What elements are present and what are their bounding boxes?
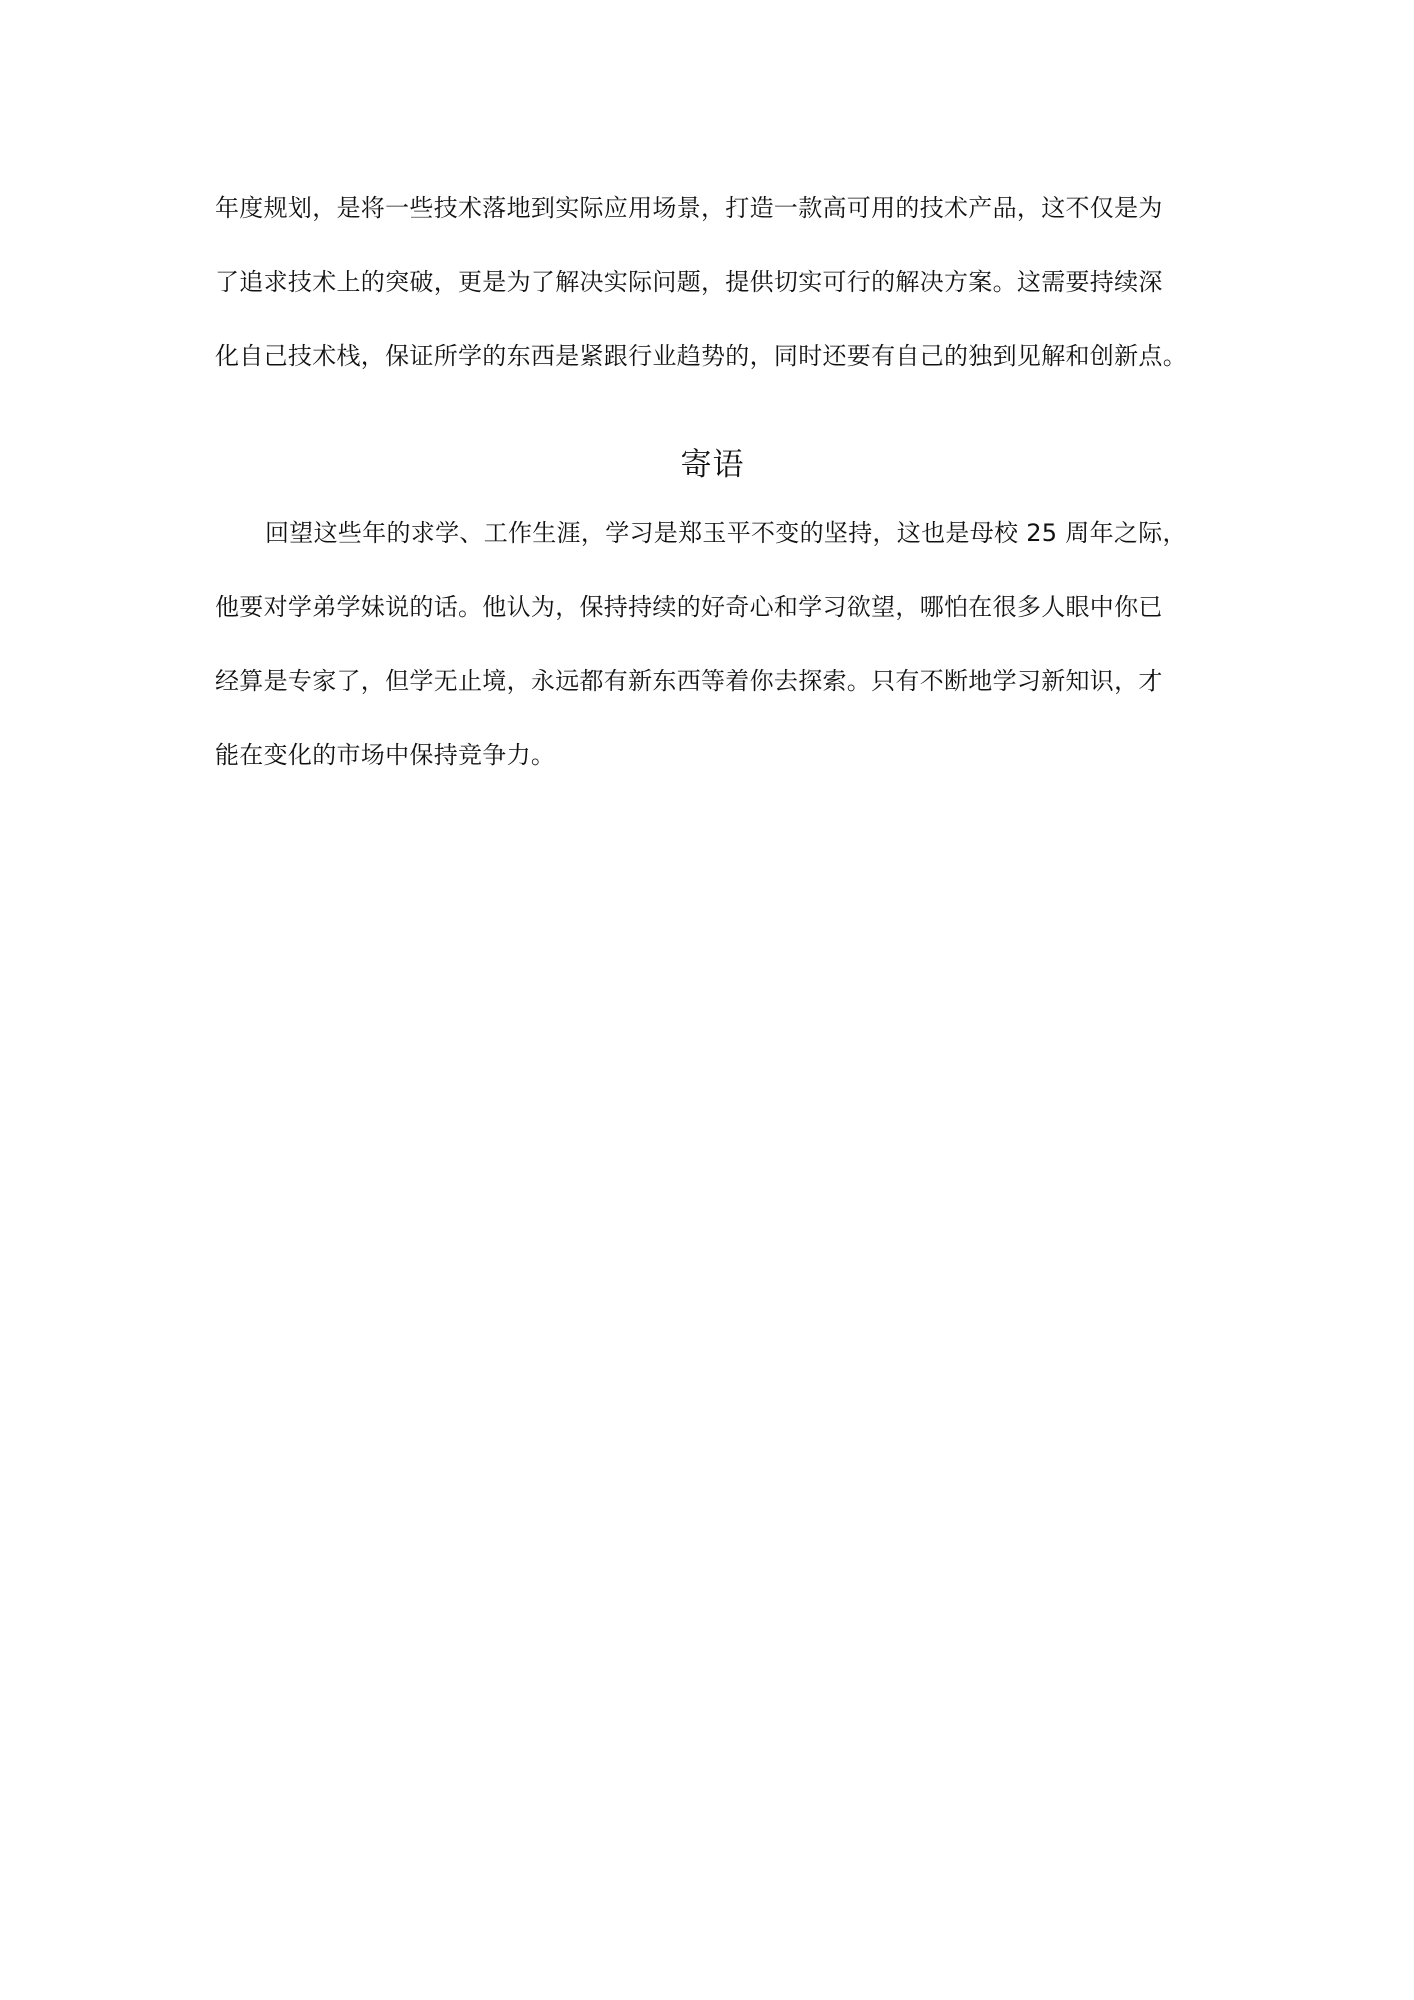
document-content [215,0,1210,792]
section-line: 回望这些年的求学、工作生涯，学习是郑玉平不变的坚持，这也是母校 25 周年之际， [265,519,1187,547]
section-line: 能在变化的市场中保持竞争力。 [215,741,556,769]
intro-line: 了追求技术上的突破，更是为了解决实际问题，提供切实可行的解决方案。这需要持续深 [215,268,1163,296]
section-line: 经算是专家了，但学无止境，永远都有新东西等着你去探索。只有不断地学习新知识，才 [215,667,1163,695]
intro-paragraph [215,171,1210,393]
intro-line: 年度规划，是将一些技术落地到实际应用场景，打造一款高可用的技术产品，这不仅是为 [215,194,1163,222]
intro-line: 化自己技术栈，保证所学的东西是紧跟行业趋势的，同时还要有自己的独到见解和创新点。 [215,342,1187,370]
section-line: 他要对学弟学妹说的话。他认为，保持持续的好奇心和学习欲望，哪怕在很多人眼中你已 [215,593,1163,621]
section-paragraph [215,496,1210,792]
section-title: 寄语 [680,447,745,483]
